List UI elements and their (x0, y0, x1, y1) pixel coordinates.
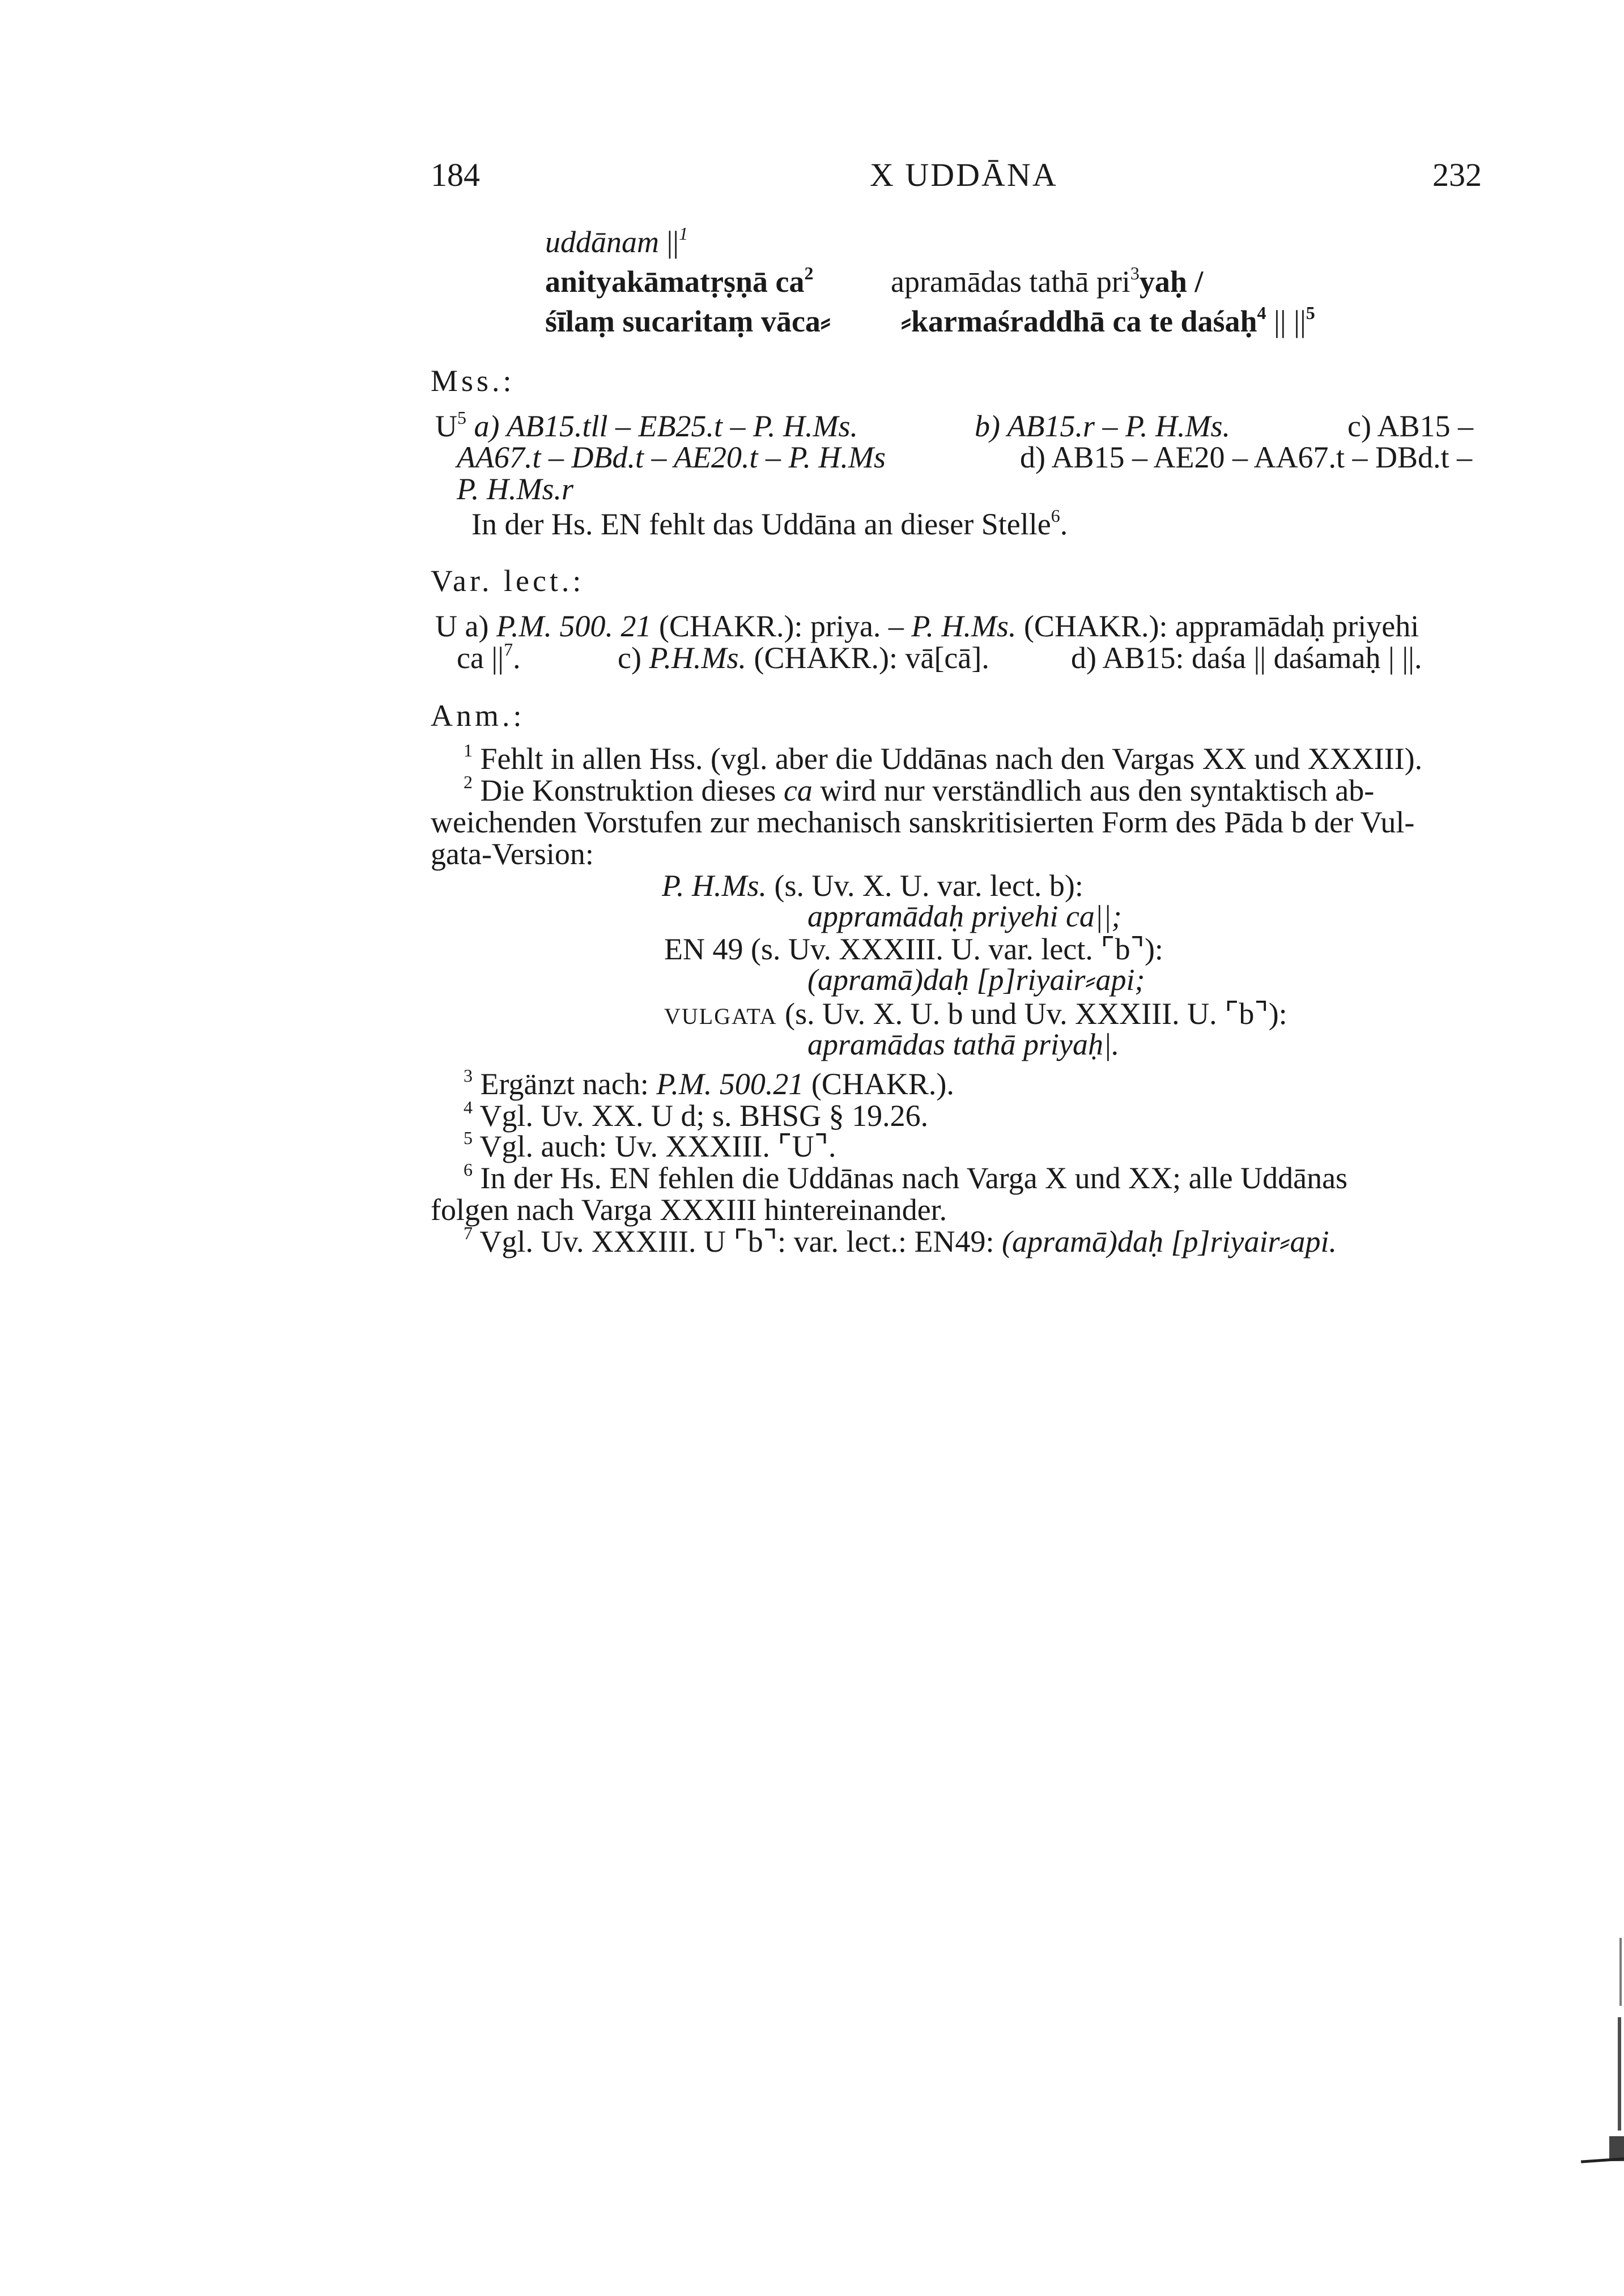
quote-3-ref: VULGATA (s. Uv. X. U. b und Uv. XXXIII. U. ⌜b⌝): (664, 997, 1287, 1031)
footnote-3: $^3$ Ergänzt nach: P.M. 500.21 (CHAKR.). (464, 1065, 954, 1101)
footnote-7: $^7$ Vgl. Uv. XXXIII. U ⌜b⌝: var. lect.: EN49: (apramā)daḥ [p]riyair⸗api. (464, 1223, 1337, 1258)
footnote-6-line1: $^6$ In der Hs. EN fehlen die Uddānas nach Varga X und XX; alle Uddānas (464, 1159, 1348, 1195)
verse-line1-b: apramādas tathā pri$^3$yaḥ / (891, 263, 1204, 299)
anm-heading: Anm.: (431, 699, 525, 733)
scan-mark (1619, 1938, 1622, 2006)
mss-heading: Mss.: (431, 364, 515, 398)
footnote-5: $^5$ Vgl. auch: Uv. XXXIII. ⌜U⌝. (464, 1128, 836, 1163)
varlect-line2-a: ca $||^7$. (457, 639, 521, 675)
quote-2-ref: EN 49 (s. Uv. XXXIII. U. var. lect. ⌜b⌝): (664, 932, 1163, 966)
footnote-4: $^4$ Vgl. Uv. XX. U d; s. BHSG § 19.26. (464, 1097, 929, 1133)
footnote-6-line2: folgen nach Varga XXXIII hintereinander. (431, 1193, 947, 1227)
verse-line2-a: śīlaṃ sucaritaṃ vāca⸗ (545, 304, 831, 338)
verse-label: uddānam $||^1$ (545, 223, 688, 259)
footnote-1: $^1$ Fehlt in allen Hss. (vgl. aber die Uddānas nach den Vargas XX und XXXIII). (464, 740, 1423, 776)
quote-3-text: apramādas tathā priyaḥ|. (807, 1027, 1120, 1061)
mss-line2-a: AA67.t – DBd.t – AE20.t – P. H.Ms (457, 440, 886, 474)
verse-line1-a: anityakāmatṛṣṇā $ca^2$ (545, 263, 814, 299)
footnote-2-line3: gata-Version: (431, 837, 594, 871)
footnote-2-line1: $^2$ Die Konstruktion dieses ca wird nur verständlich aus den syntaktisch ab- (464, 772, 1375, 807)
quote-2-text: (apramā)daḥ [p]riyair⸗api; (807, 963, 1145, 997)
varlect-line2-d: d) AB15: daśa || daśamaḥ | ||. (1071, 641, 1422, 675)
mss-line1-c: c) AB15 – (1347, 409, 1473, 443)
varlect-line1: U a) P.M. 500. 21 (CHAKR.): priya. – P. H.Ms. (CHAKR.): appramādaḥ priyehi (435, 609, 1419, 643)
quote-1-text: appramādaḥ priyehi ca||; (807, 899, 1122, 933)
page-number: 184 (431, 156, 480, 193)
quote-1-ref: P. H.Ms. (s. Uv. X. U. var. lect. b): (662, 869, 1083, 903)
mss-line3: P. H.Ms.r (457, 472, 574, 506)
mss-line2-b: d) AB15 – AE20 – AA67.t – DBd.t – (1020, 440, 1473, 474)
mss-line4: In der Hs. EN fehlt das Uddāna an dieser Stelle$^6$. (471, 505, 1068, 541)
verse-line2-b: ⸗karmaśraddhā ca te daśaḥ$^4$ || $||^5$ (901, 303, 1315, 338)
varlect-line2-c: c) P.H.Ms. (CHAKR.): vā[cā]. (618, 641, 989, 675)
scan-mark (1609, 2136, 1624, 2161)
running-title: X UDDĀNA (870, 156, 1058, 193)
scan-mark (1618, 2017, 1621, 2131)
varlect-heading: Var. lect.: (431, 564, 585, 598)
mss-line1-b: b) AB15.r – P. H.Ms. (975, 409, 1231, 443)
mss-line1-a: $U^5$ a) AB15.tll – EB25.t – P. H.Ms. (435, 407, 858, 443)
section-number: 232 (1432, 156, 1482, 193)
footnote-2-line2: weichenden Vorstufen zur mechanisch sanskritisierten Form des Pāda b der Vul- (431, 805, 1415, 839)
